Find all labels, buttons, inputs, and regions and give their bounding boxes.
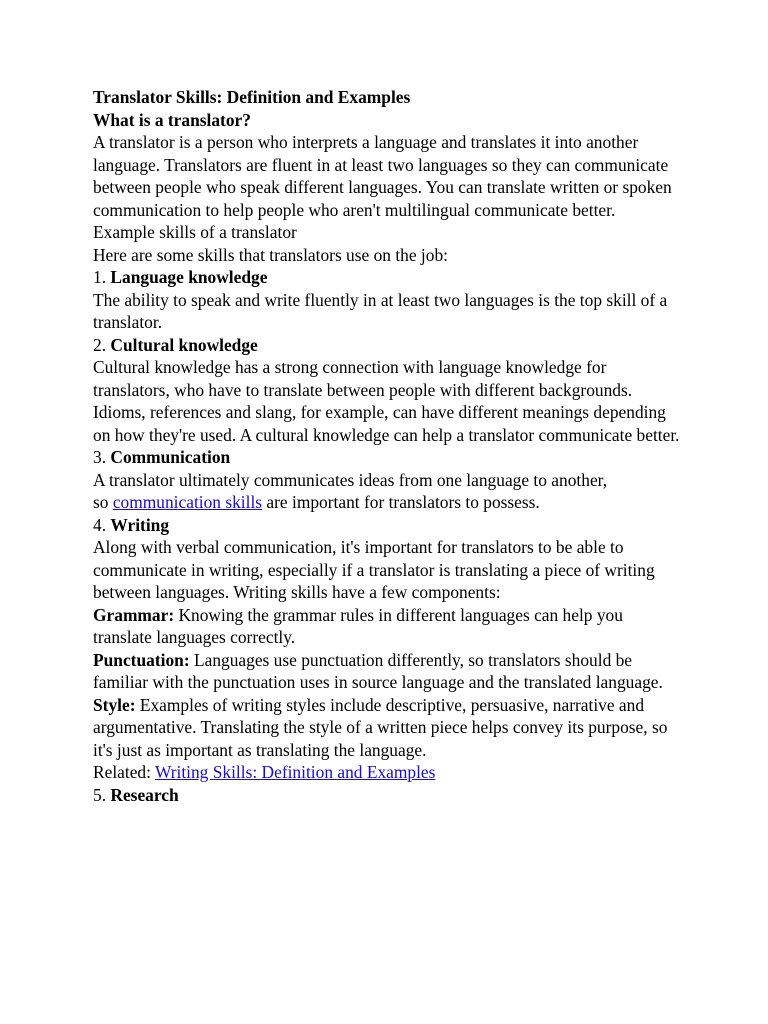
- communication-body-suffix: are important for translators to possess.: [262, 492, 540, 512]
- skill-heading-research: [93, 784, 683, 807]
- skill-number: 5.: [93, 784, 107, 805]
- examples-heading: Example skills of a translator: [93, 222, 297, 242]
- skill-body-writing: Along with verbal communication, it's important for translators to be able to communicate in writing, especially if a translator is translating a piece of writing between languages. Writing skills have a few components:: [93, 537, 655, 602]
- component-term: Punctuation:: [93, 649, 190, 670]
- skill-name: Research: [110, 784, 179, 805]
- skill-heading-cultural-knowledge: [93, 334, 683, 357]
- skill-name: Communication: [110, 447, 231, 467]
- skill-number: 4.: [93, 514, 107, 535]
- related-label: Related:: [93, 762, 155, 782]
- skill-body-cultural-knowledge: Cultural knowledge has a strong connection with language knowledge for translators, who have to translate between people with different backgrounds. Idioms, references and slang, for example, can have different meanings depending on how they're used. A cultural knowledge can help a translator communicate better.: [93, 357, 680, 445]
- component-term: Style:: [93, 694, 136, 715]
- skill-number: 1.: [93, 267, 107, 287]
- communication-skills-link[interactable]: communication skills: [112, 492, 263, 512]
- communication-body-line1: A translator ultimately communicates ideas from one language to another,: [93, 469, 608, 490]
- writing-component-punctuation: [93, 649, 683, 694]
- component-text: Languages use punctuation differently, so translators should be familiar with the punctuation uses in source language and the translated language.: [93, 649, 663, 692]
- skill-heading-communication: [93, 446, 683, 469]
- skill-body-communication: [93, 469, 683, 514]
- component-text: Examples of writing styles include descriptive, persuasive, narrative and argumentative. Translating the style of a written piece helps convey its purpose, so it's just as important as translating the language.: [93, 694, 668, 760]
- writing-component-grammar: [93, 604, 683, 649]
- related-writing-skills-link[interactable]: Writing Skills: Definition and Examples: [154, 762, 436, 782]
- communication-body-prefix: so: [93, 492, 113, 512]
- document-title: Translator Skills: Definition and Examples: [93, 87, 411, 107]
- skill-number: 2.: [93, 334, 107, 355]
- skill-heading-language-knowledge: [93, 266, 683, 289]
- skill-number: 3.: [93, 447, 107, 467]
- skill-body-language-knowledge: The ability to speak and write fluently in at least two languages is the top skill of a translator.: [93, 289, 668, 332]
- skill-name: Writing: [110, 514, 170, 535]
- skill-heading-writing: [93, 514, 683, 537]
- intro-heading: What is a translator?: [93, 109, 251, 130]
- component-term: Grammar:: [93, 604, 175, 625]
- skill-name: Language knowledge: [110, 267, 268, 287]
- intro-paragraph: A translator is a person who interprets a language and translates it into another language. Translators are fluent in at least two languages so they can communicate between people who speak different languages. You can translate written or spoken communication to help people who aren't multilingual communicate better.: [93, 132, 672, 220]
- document-page: [93, 86, 683, 806]
- component-text: Knowing the grammar rules in different languages can help you translate languages correctly.: [93, 604, 623, 647]
- examples-lead: Here are some skills that translators use on the job:: [93, 244, 448, 265]
- skill-name: Cultural knowledge: [110, 334, 258, 355]
- writing-component-style: [93, 694, 683, 762]
- related-line: [93, 761, 683, 784]
